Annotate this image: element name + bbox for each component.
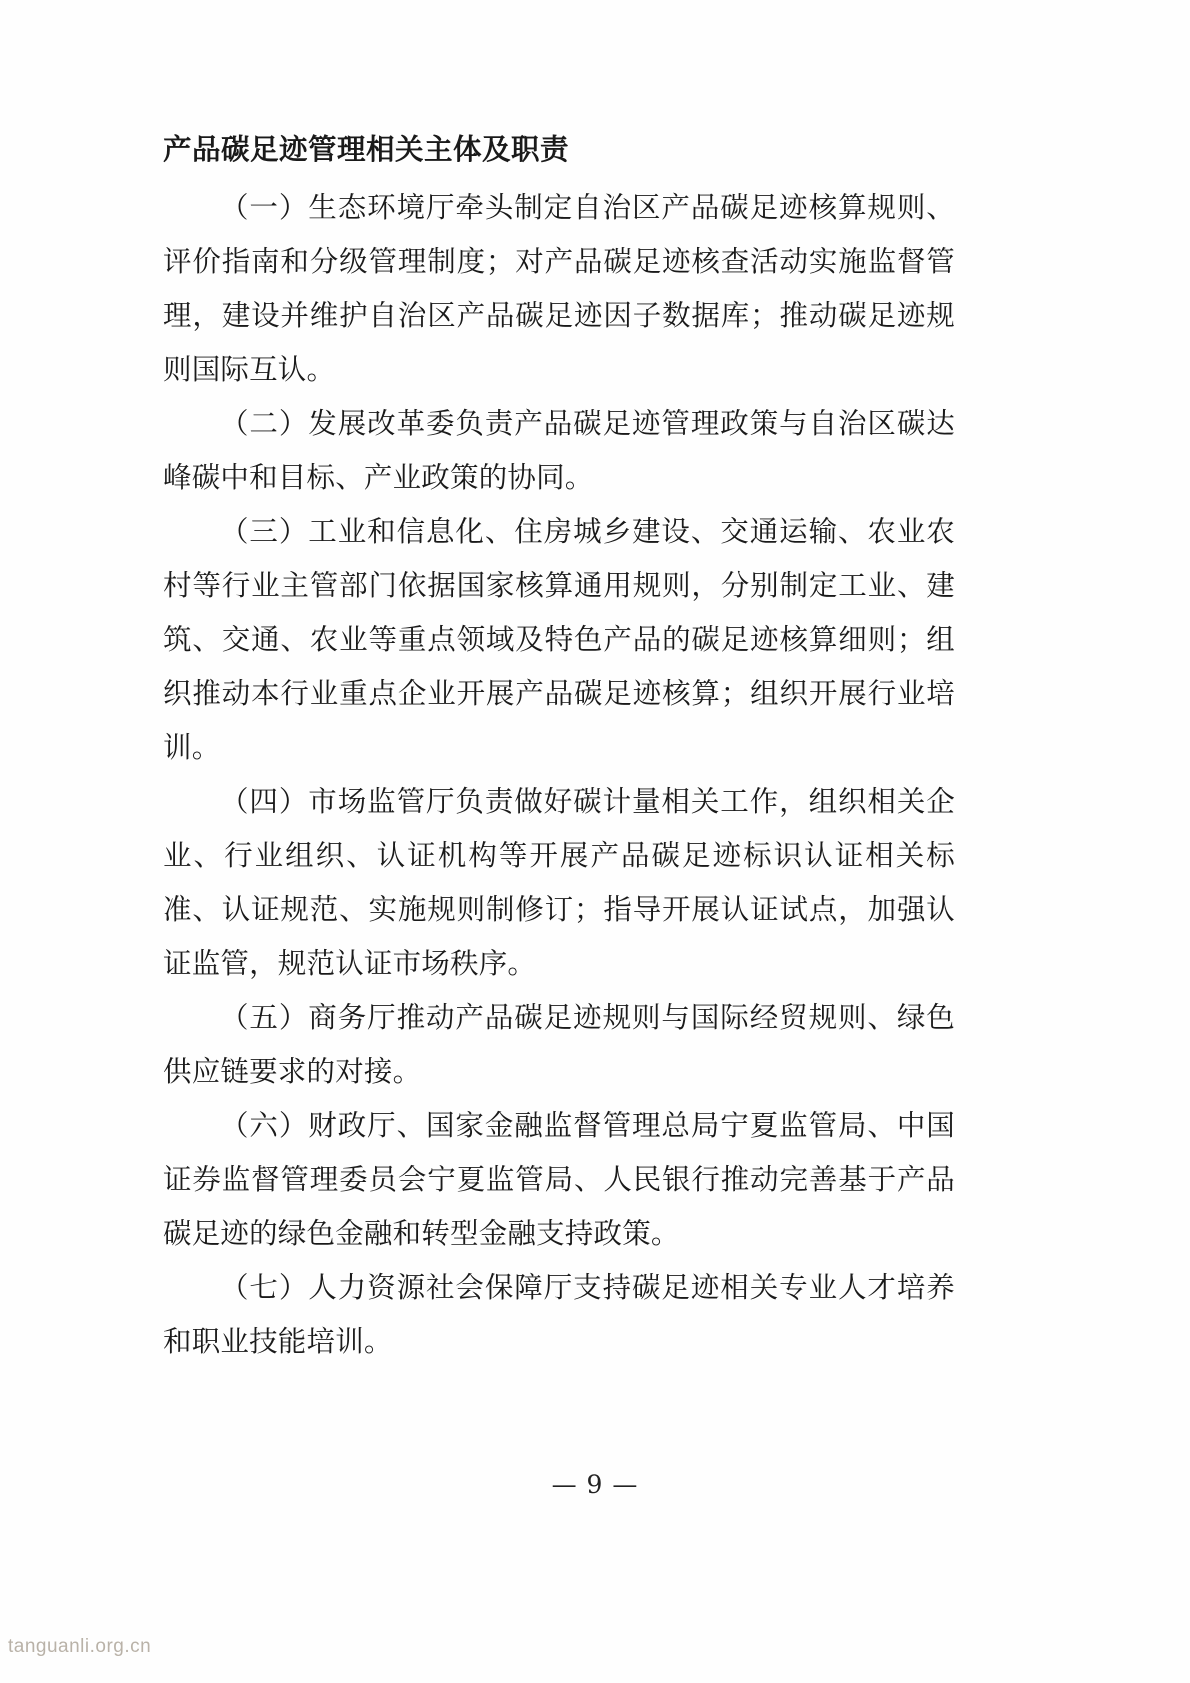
page-title: 产品碳足迹管理相关主体及职责 bbox=[163, 132, 570, 166]
paragraph-7: （七）人力资源社会保障厅支持碳足迹相关专业人才培养和职业技能培训。 bbox=[163, 1270, 955, 1358]
document-body bbox=[163, 128, 955, 1369]
watermark: tanguanli.org.cn bbox=[8, 1636, 152, 1657]
paragraph-6: （六）财政厅、国家金融监督管理总局宁夏监管局、中国证券监督管理委员会宁夏监管局、人民银行推动完善基于产品碳足迹的绿色金融和转型金融支持政策。 bbox=[163, 1108, 955, 1250]
paragraph-5: （五）商务厅推动产品碳足迹规则与国际经贸规则、绿色供应链要求的对接。 bbox=[163, 1000, 955, 1088]
page-number: — 9 — bbox=[551, 1470, 639, 1499]
paragraph-2: （二）发展改革委负责产品碳足迹管理政策与自治区碳达峰碳中和目标、产业政策的协同。 bbox=[163, 406, 955, 494]
paragraph-3: （三）工业和信息化、住房城乡建设、交通运输、农业农村等行业主管部门依据国家核算通用规则，分别制定工业、建筑、交通、农业等重点领域及特色产品的碳足迹核算细则；组织推动本行业重点企业开展产品碳足迹核算；组织开展行业培训。 bbox=[163, 514, 955, 764]
paragraph-4: （四）市场监管厅负责做好碳计量相关工作，组织相关企业、行业组织、认证机构等开展产品碳足迹标识认证相关标准、认证规范、实施规则制修订；指导开展认证试点，加强认证监管，规范认证市场秩序。 bbox=[163, 784, 955, 980]
paragraph-1: （一）生态环境厅牵头制定自治区产品碳足迹核算规则、评价指南和分级管理制度；对产品碳足迹核查活动实施监督管理，建设并维护自治区产品碳足迹因子数据库；推动碳足迹规则国际互认。 bbox=[163, 190, 955, 386]
